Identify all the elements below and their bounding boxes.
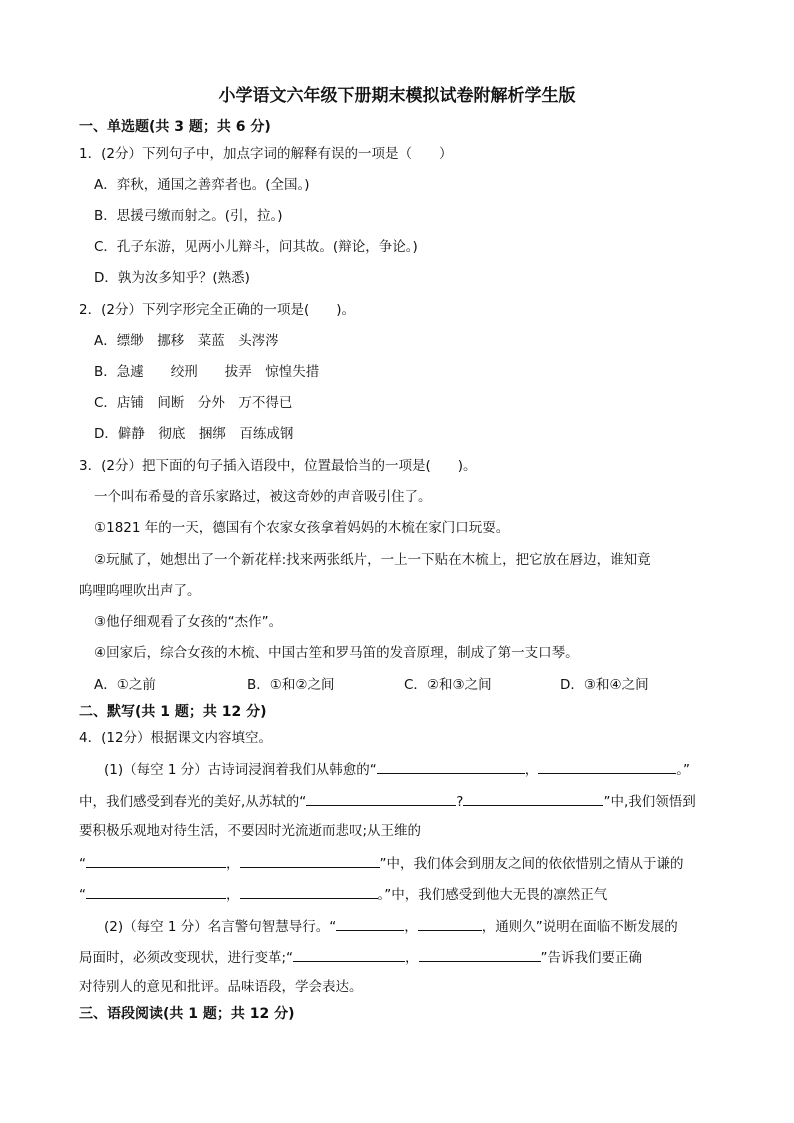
comma-text: ， xyxy=(226,887,240,903)
question-3-option-d: D．③和④之间 xyxy=(560,677,649,693)
question-1-option-c: C．孔子东游，见两小儿辩斗，问其故。(辩论，争论。) xyxy=(94,239,418,255)
question-1-stem: 1．(2分）下列句子中，加点字词的解释有误的一项是（ ） xyxy=(79,146,453,162)
answer-blank[interactable] xyxy=(240,852,380,868)
line-end-text: ”中，我们体会到朋友之间的依依惜别之情从于谦的 xyxy=(379,856,684,872)
question-4-line-1-text: (1)（每空 1 分）古诗词浸润着我们从韩愈的“ xyxy=(104,762,377,778)
comma-text: ， xyxy=(524,762,539,778)
question-3-insert-sentence: 一个叫布希曼的音乐家路过，被这奇妙的声音吸引住了。 xyxy=(94,489,432,505)
question-3-paragraph-1: ①1821 年的一天，德国有个农家女孩拿着妈妈的木梳在家门口玩耍。 xyxy=(94,520,510,536)
question-2-option-a: A．缥缈 挪移 菜蓝 头涔涔 xyxy=(94,333,279,349)
line-end-text: ”告诉我们要正确 xyxy=(540,950,643,966)
question-4-line-3: 要积极乐观地对待生活，不要因时光流逝而悲叹;从王维的 xyxy=(79,823,422,839)
question-3-paragraph-4: ④回家后，综合女孩的木梳、中国古笙和罗马笛的发音原理，制成了第一支口琴。 xyxy=(94,645,579,661)
open-quote-text: “ xyxy=(79,887,86,903)
answer-blank[interactable] xyxy=(419,946,541,962)
answer-blank[interactable] xyxy=(240,883,378,899)
question-3-option-c: C．②和③之间 xyxy=(404,677,492,693)
question-4-line-6-text: (2)（每空 1 分）名言警句智慧导行。“ xyxy=(104,919,337,935)
question-1-option-b: B．思援弓缴而射之。(引，拉。) xyxy=(94,208,283,224)
line-end-text: 。” xyxy=(676,762,691,778)
comma-text: ， xyxy=(226,856,240,872)
answer-blank[interactable] xyxy=(306,790,456,806)
question-4-line-7-text: 局面时，必须改变现状，进行变革;“ xyxy=(79,950,294,966)
question-2-option-c: C．店铺 间断 分外 万不得已 xyxy=(94,395,293,411)
answer-blank[interactable] xyxy=(86,852,226,868)
comma-text: ， xyxy=(405,950,419,966)
answer-blank[interactable] xyxy=(418,915,482,931)
question-3-option-b: B．①和②之间 xyxy=(247,677,335,693)
question-4-line-5 xyxy=(79,883,607,905)
section-heading-single-choice: 一、单选题(共 3 题；共 6 分) xyxy=(79,119,271,135)
question-mark-text: ? xyxy=(456,794,464,810)
answer-blank[interactable] xyxy=(336,915,404,931)
question-3-paragraph-2-cont: 呜哩呜哩吹出声了。 xyxy=(79,583,201,599)
question-4-line-1 xyxy=(104,758,690,780)
question-4-line-2 xyxy=(79,790,696,812)
question-4-line-2-text: 中，我们感受到春光的美好,从苏轼的“ xyxy=(79,794,307,810)
question-2-option-b: B．急遽 绞刑 拔弄 惊惶失措 xyxy=(94,364,320,380)
section-heading-passage-reading: 三、语段阅读(共 1 题；共 12 分) xyxy=(79,1006,295,1022)
question-3-option-a: A．①之前 xyxy=(94,677,156,693)
question-4-line-7 xyxy=(79,946,642,968)
question-4-line-6 xyxy=(104,915,678,937)
question-4-line-4 xyxy=(79,852,684,874)
answer-blank[interactable] xyxy=(293,946,405,962)
question-4-line-8: 对待别人的意见和批评。品味语段，学会表达。 xyxy=(79,979,363,995)
question-2-option-d: D．僻静 彻底 捆绑 百练成钢 xyxy=(94,426,294,442)
answer-blank[interactable] xyxy=(463,790,603,806)
open-quote-text: “ xyxy=(79,856,86,872)
question-2-stem: 2．(2分）下列字形完全正确的一项是( )。 xyxy=(79,302,355,318)
line-end-text: ，通则久”说明在面临不断发展的 xyxy=(481,919,678,935)
question-1-option-a: A．弈秋，通国之善弈者也。(全国。) xyxy=(94,177,310,193)
answer-blank[interactable] xyxy=(538,758,676,774)
section-heading-dictation: 二、默写(共 1 题；共 12 分) xyxy=(79,704,267,720)
question-4-stem: 4．(12分）根据课文内容填空。 xyxy=(79,730,273,746)
question-1-option-d: D．孰为汝多知乎？(熟悉) xyxy=(94,270,250,286)
line-end-text: 。”中，我们感受到他大无畏的凛然正气 xyxy=(377,887,608,903)
question-3-stem: 3．(2分）把下面的句子插入语段中，位置最恰当的一项是( )。 xyxy=(79,458,477,474)
answer-blank[interactable] xyxy=(377,758,525,774)
line-end-text: ”中,我们领悟到 xyxy=(603,794,696,810)
answer-blank[interactable] xyxy=(86,883,226,899)
question-3-paragraph-3: ③他仔细观看了女孩的“杰作”。 xyxy=(94,614,283,630)
comma-text: ， xyxy=(404,919,418,935)
page-title: 小学语文六年级下册期末模拟试卷附解析学生版 xyxy=(218,86,576,106)
question-3-paragraph-2: ②玩腻了，她想出了一个新花样:找来两张纸片，一上一下贴在木梳上，把它放在唇边，谁知竟 xyxy=(94,552,651,568)
